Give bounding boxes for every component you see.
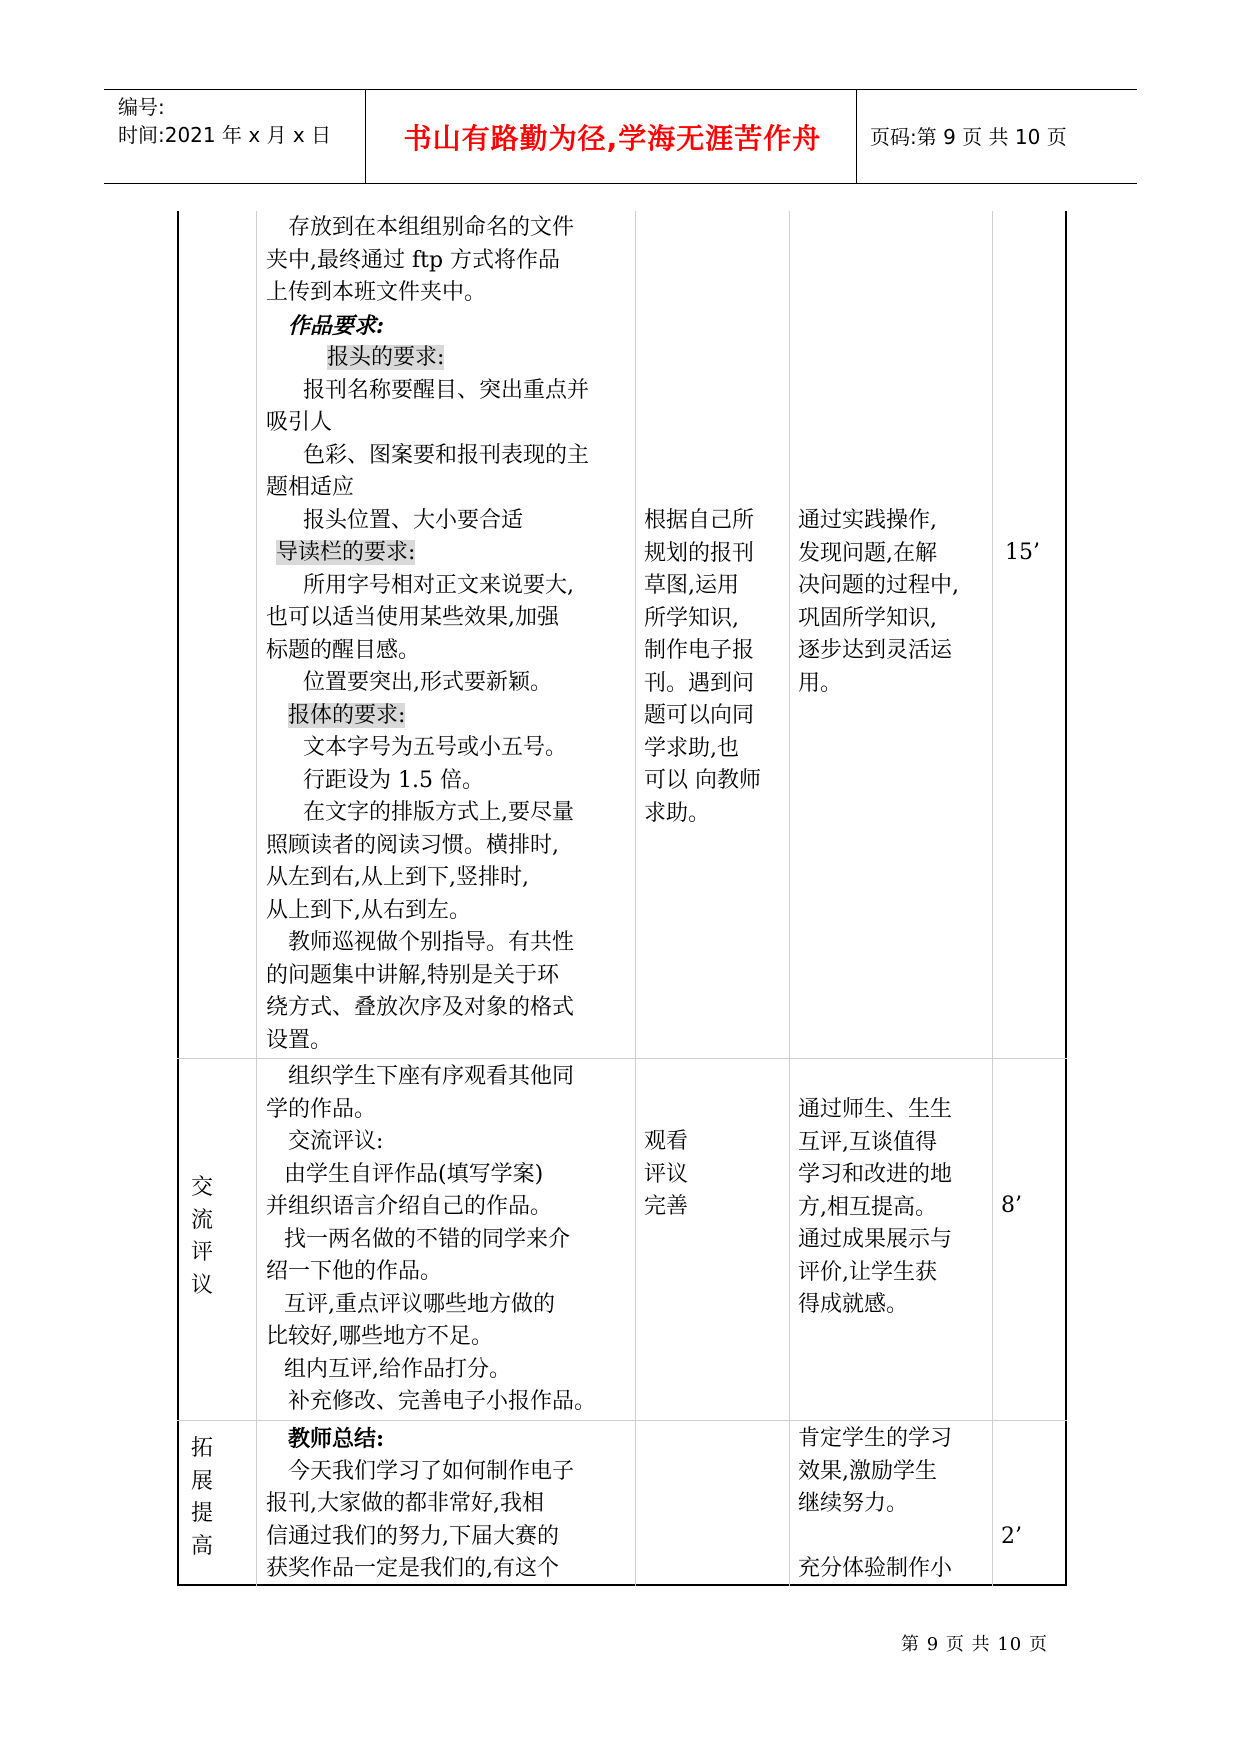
row2-content — [266, 1061, 596, 1419]
content-line: 由学生自评作品(填写学案) — [284, 1161, 544, 1187]
content-line: 存放到在本组组别命名的文件 — [288, 215, 575, 240]
student-line: 草图,运用 — [644, 573, 739, 598]
intent-line: 继续努力。 — [798, 1491, 909, 1516]
stage-char: 高 — [190, 1533, 213, 1559]
subsection-heading: 导读栏的要求: — [276, 540, 416, 565]
section-heading: 作品要求: — [288, 312, 385, 339]
row3-time: 2’ — [1001, 1524, 1022, 1549]
row2-time: 8’ — [1001, 1193, 1022, 1218]
student-line: 完善 — [644, 1194, 689, 1219]
student-line: 所学知识, — [644, 605, 739, 631]
content-line: 组织学生下座有序观看其他同 — [288, 1064, 575, 1089]
student-line: 制作电子报 — [644, 638, 755, 663]
content-line: 上传到本班文件夹中。 — [266, 280, 487, 305]
intent-line: 用。 — [798, 670, 843, 696]
document-time: 时间:2021 年 x 月 x 日 — [118, 123, 332, 147]
intent-line: 肯定学生的学习 — [798, 1426, 953, 1451]
stage-char: 议 — [190, 1272, 213, 1298]
row1-content — [266, 212, 589, 1057]
stage-char: 流 — [190, 1207, 213, 1233]
content-line: 也可以适当使用某些效果,加强 — [266, 605, 559, 630]
stage-char: 评 — [190, 1240, 213, 1265]
student-line: 评议 — [644, 1161, 689, 1187]
section-heading: 教师总结: — [288, 1426, 385, 1452]
page-header — [104, 89, 1137, 184]
content-line: 互评,重点评议哪些地方做的 — [284, 1291, 555, 1317]
content-line: 学的作品。 — [266, 1096, 377, 1122]
student-line: 求助。 — [644, 800, 711, 826]
content-line: 设置。 — [266, 1027, 333, 1053]
intent-line: 发现问题,在解 — [798, 540, 937, 566]
intent-line: 方,相互提高。 — [798, 1194, 937, 1220]
content-line: 色彩、图案要和报刊表现的主 — [303, 442, 590, 468]
stage-char: 展 — [190, 1468, 213, 1494]
row2-stage — [187, 1172, 217, 1302]
stage-char: 拓 — [190, 1436, 213, 1461]
content-line: 夹中,最终通过 ftp 方式将作品 — [266, 247, 561, 273]
content-line: 补充修改、完善电子小报作品。 — [288, 1389, 597, 1414]
student-line: 学求助,也 — [644, 735, 739, 761]
student-line: 题可以向同 — [644, 703, 755, 728]
subsection-heading: 报体的要求: — [288, 702, 406, 728]
content-line: 组内互评,给作品打分。 — [284, 1356, 511, 1382]
row3-design-intent — [798, 1423, 952, 1586]
content-line: 绍一下他的作品。 — [266, 1259, 443, 1284]
student-line: 规划的报刊 — [644, 540, 755, 566]
header-motto: 书山有路勤为径,学海无涯苦作舟 — [403, 122, 822, 155]
student-line: 刊。遇到问 — [644, 670, 755, 696]
content-line: 交流评议: — [288, 1129, 384, 1154]
intent-line: 得成就感。 — [798, 1292, 909, 1317]
content-line: 信通过我们的努力,下届大赛的 — [266, 1523, 559, 1549]
content-line: 报刊,大家做的都非常好,我相 — [266, 1491, 544, 1516]
intent-line: 学习和改进的地 — [798, 1162, 953, 1187]
row1-time: 15’ — [1005, 540, 1040, 565]
content-line: 报刊名称要醒目、突出重点并 — [303, 377, 590, 403]
intent-line: 逐步达到灵活运 — [798, 638, 953, 663]
content-line: 照顾读者的阅读习惯。横排时, — [266, 832, 559, 858]
student-line: 可以 向教师 — [644, 768, 761, 793]
header-page-number: 页码:第 9 页 共 10 页 — [870, 125, 1067, 149]
intent-line: 通过实践操作, — [798, 508, 937, 533]
header-divider — [365, 90, 366, 183]
content-line: 标题的醒目感。 — [266, 637, 421, 663]
content-line: 比较好,哪些地方不足。 — [266, 1324, 493, 1349]
content-line: 的问题集中讲解,特别是关于环 — [266, 962, 559, 988]
student-line: 观看 — [644, 1129, 689, 1154]
intent-line: 互评,互谈值得 — [798, 1129, 937, 1155]
document-number: 编号: — [118, 95, 165, 119]
content-line: 教师巡视做个别指导。有共性 — [288, 930, 575, 955]
row1-design-intent — [798, 505, 959, 700]
page-footer: 第 9 页 共 10 页 — [901, 1634, 1048, 1655]
intent-line — [798, 1521, 952, 1554]
intent-line: 通过师生、生生 — [798, 1097, 953, 1122]
content-line: 获奖作品一定是我们的,有这个 — [266, 1556, 559, 1581]
intent-line: 充分体验制作小 — [798, 1556, 953, 1581]
intent-line: 评价,让学生获 — [798, 1259, 937, 1285]
content-line: 从左到右,从上到下,竖排时, — [266, 865, 529, 890]
content-line: 今天我们学习了如何制作电子 — [288, 1458, 575, 1484]
content-line: 从上到下,从右到左。 — [266, 897, 471, 923]
content-line: 吸引人 — [266, 410, 333, 435]
intent-line: 效果,激励学生 — [798, 1458, 937, 1484]
content-line: 并组织语言介绍自己的作品。 — [266, 1194, 553, 1219]
row2-student-activity — [644, 1126, 688, 1224]
intent-line: 通过成果展示与 — [798, 1227, 953, 1252]
content-line: 所用字号相对正文来说要大, — [303, 572, 574, 598]
row1-student-activity — [644, 505, 761, 830]
subsection-heading: 报头的要求: — [327, 345, 445, 370]
row3-stage — [187, 1433, 217, 1563]
lesson-plan-table — [177, 211, 1067, 1586]
intent-line: 决问题的过程中, — [798, 573, 959, 598]
intent-line: 巩固所学知识, — [798, 605, 937, 631]
stage-char: 交 — [190, 1175, 213, 1200]
row3-content — [266, 1423, 574, 1586]
stage-char: 提 — [190, 1501, 213, 1526]
header-left — [118, 93, 331, 149]
student-line: 根据自己所 — [644, 508, 755, 533]
content-line: 报头位置、大小要合适 — [303, 507, 524, 533]
content-line: 在文字的排版方式上,要尽量 — [303, 800, 574, 825]
row2-design-intent — [798, 1094, 952, 1322]
content-line: 文本字号为五号或小五号。 — [303, 735, 568, 760]
content-line: 绕方式、叠放次序及对象的格式 — [266, 995, 575, 1020]
content-line: 行距设为 1.5 倍。 — [303, 767, 484, 793]
content-line: 位置要突出,形式要新颖。 — [303, 670, 552, 695]
content-line: 找一两名做的不错的同学来介 — [284, 1226, 571, 1252]
header-divider — [856, 90, 857, 183]
content-line: 题相适应 — [266, 475, 355, 500]
